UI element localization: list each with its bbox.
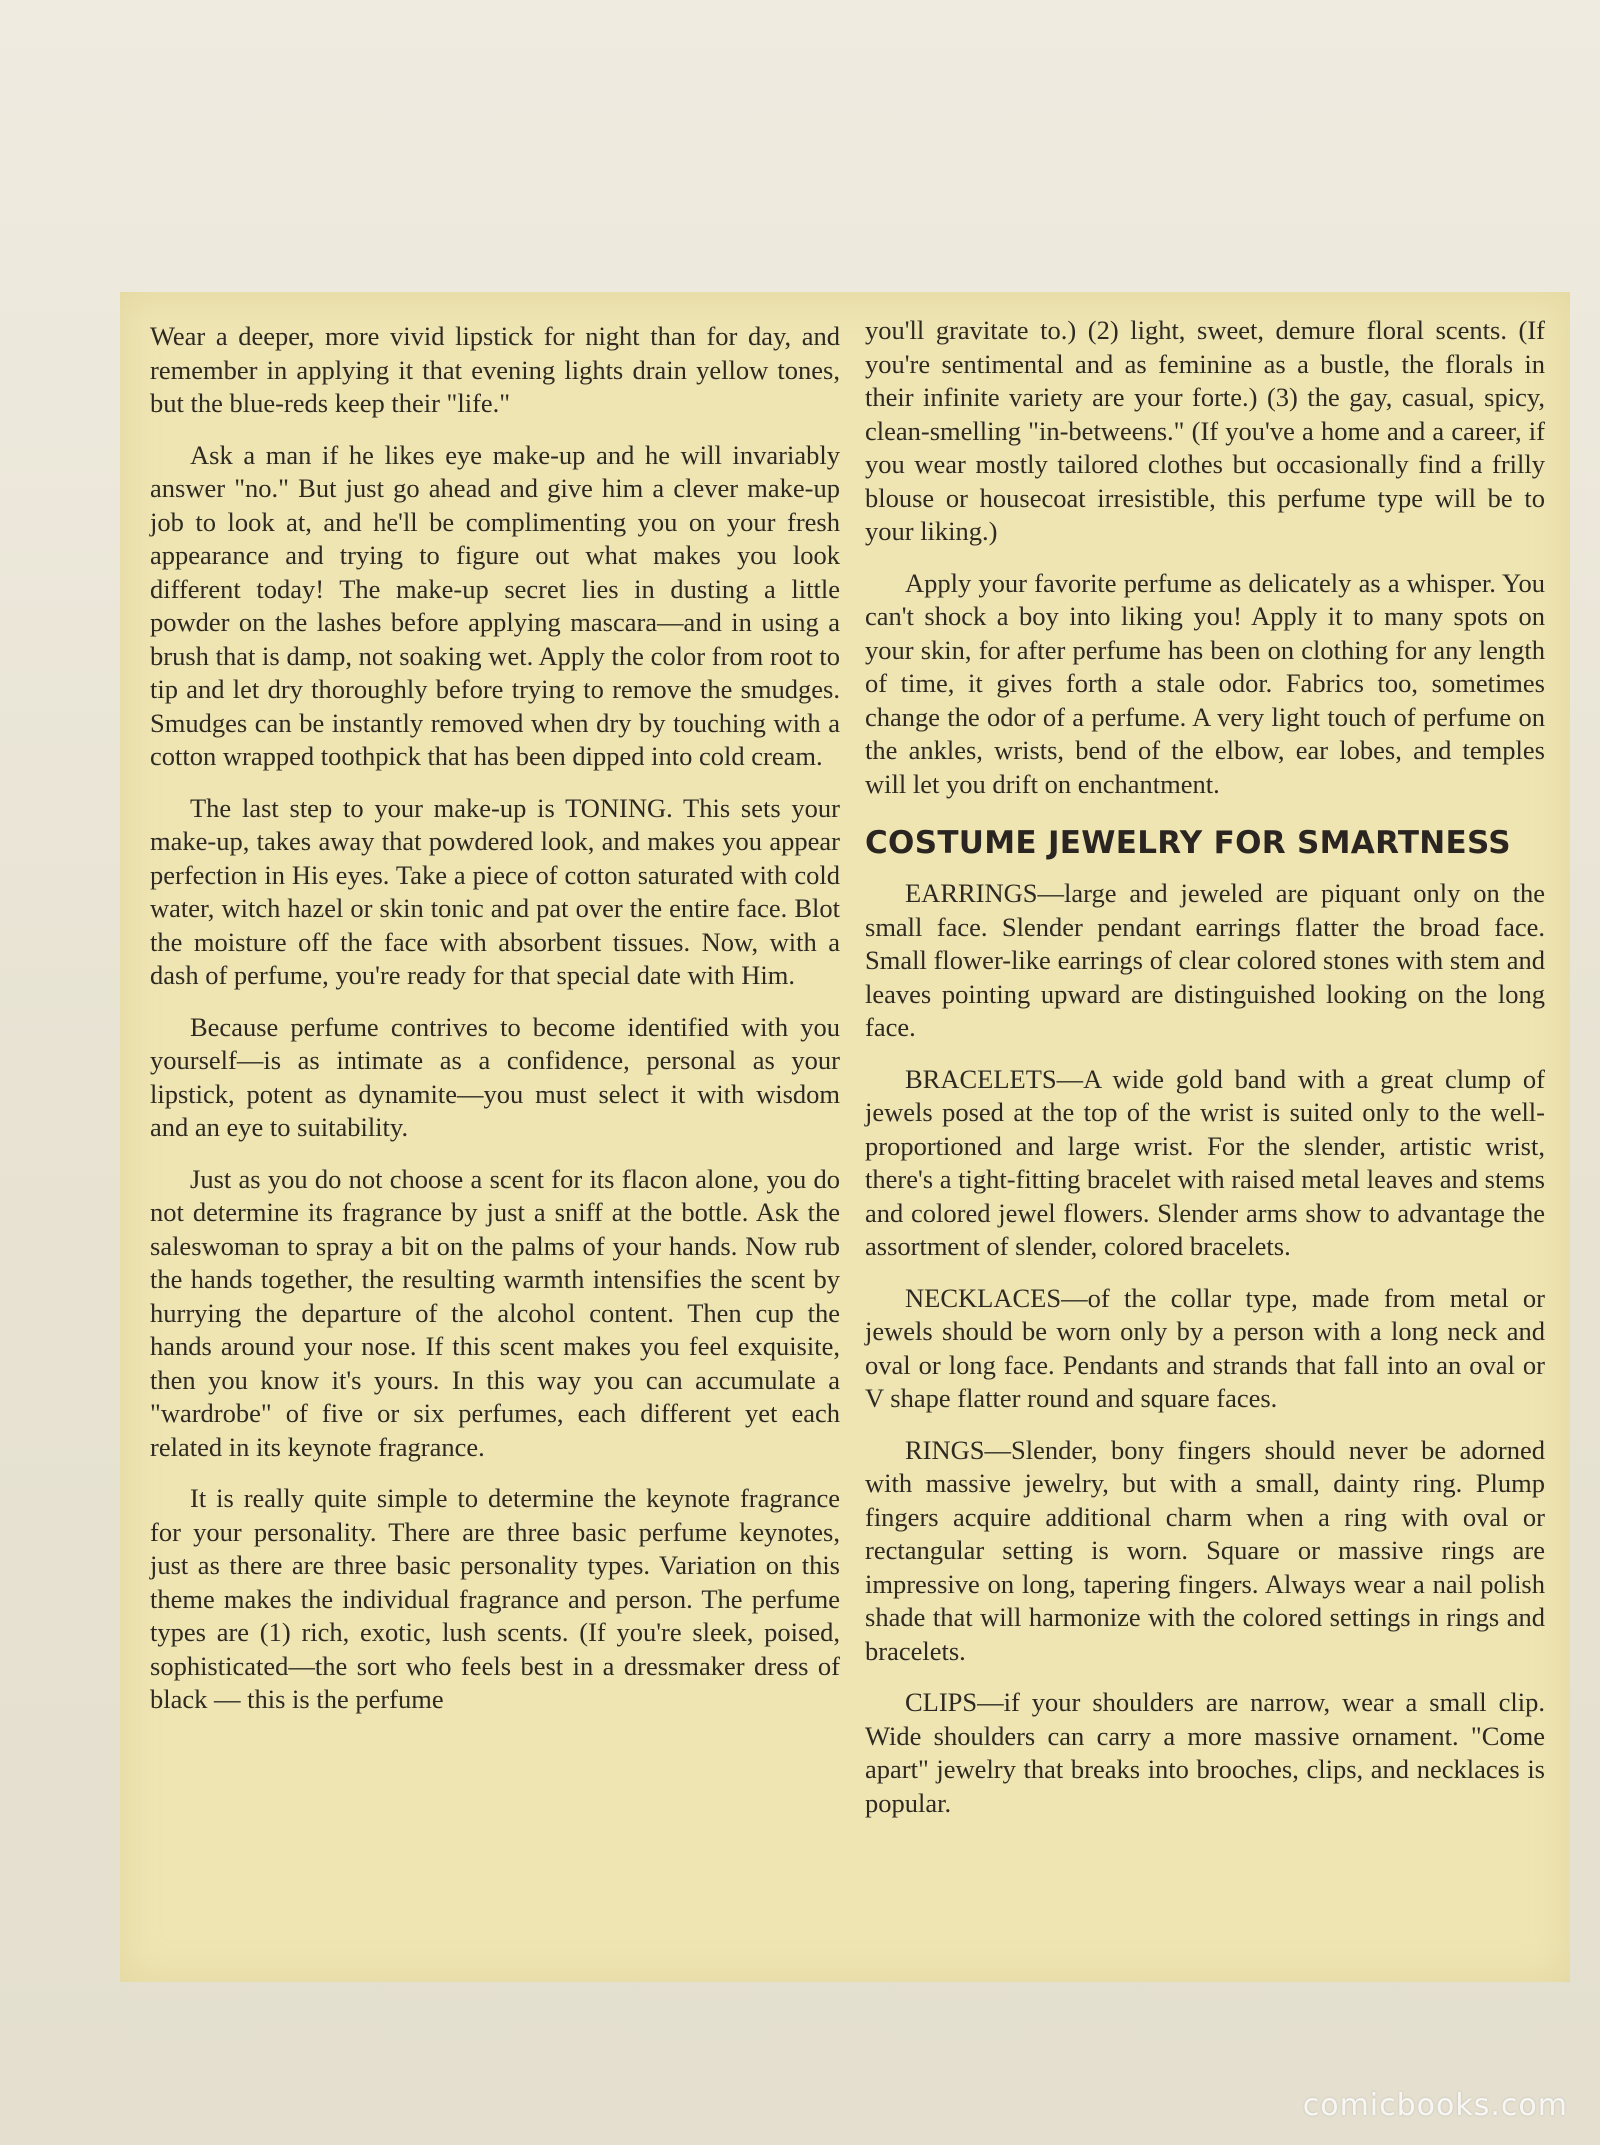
paragraph-apply-perfume: Apply your favorite perfume as delicately as a whisper. You can't shock a boy into liking you! Apply it to many spots on your skin, for after perfume has been on clothing for any length of time, it gives forth a stale odor. Fabrics too, sometimes change the odor of a perfume. A very light touch of perfume on the ankles, wrists, bend of the elbow, ear lobes, and temples will let you drift on enchantment. <box>865 567 1545 799</box>
paragraph-necklaces: NECKLACES—of the collar type, made from metal or jewels should be worn only by a person with a long neck and oval or long face. Pendants and strands that fall into an oval or V shape flatter round and square faces. <box>865 1282 1545 1413</box>
section-heading-costume-jewelry: COSTUME JEWELRY FOR SMARTNESS <box>865 825 1511 861</box>
left-column <box>150 320 840 1735</box>
paragraph-rings: RINGS—Slender, bony fingers should never be adorned with massive jewelry, but with a small, dainty ring. Plump fingers acquire additional charm when a ring with oval or rectangular setting is worn. Square or massive rings are impressive on long, tapering fingers. Always wear a nail polish shade that will harmonize with the colored settings in rings and bracelets. <box>865 1434 1545 1666</box>
faded-show-through <box>760 160 1500 280</box>
paragraph-clips: CLIPS—if your shoulders are narrow, wear a small clip. Wide shoulders can carry a more massive ornament. "Come apart" jewelry that breaks into brooches, clips, and necklaces is popular. <box>865 1687 1545 1818</box>
paragraph-perfume-selection: Just as you do not choose a scent for its flacon alone, you do not determine its fragrance by just a sniff at the bottle. Ask the saleswoman to spray a bit on the palms of your hands. Now rub the hands together, the resulting warmth intensifies the scent by hurrying the departure of the alcohol content. Then cup the hands around your nose. If this scent makes you feel exquisite, then you know it's yours. In this way you can accumulate a "wardrobe" of five or six perfumes, each different yet each related in its keynote fragrance. <box>150 1163 840 1462</box>
paragraph-perfume-identity: Because perfume contrives to become identified with you yourself—is as intimate as a confidence, personal as your lipstick, potent as dynamite—you must select it with wisdom and an eye to suitability. <box>150 1011 840 1142</box>
paragraph-earrings: EARRINGS—large and jeweled are piquant only on the small face. Slender pendant earrings flatter the broad face. Small flower-like earrings of clear colored stones with stem and leaves pointing upward are distinguished looking on the long face. <box>865 878 1545 1042</box>
article-text-block <box>120 292 1570 1982</box>
watermark: comicbooks.com <box>1302 2088 1568 2123</box>
paragraph-keynote-fragrance: It is really quite simple to determine the keynote fragrance for your personality. There are three basic perfume keynotes, just as there are three basic personality types. Variation on this theme makes the individual fragrance and person. The perfume types are (1) rich, exotic, lush scents. (If you're sleek, poised, sophisticated—the sort who feels best in a dressmaker dress of black — this is the perfume <box>150 1483 840 1714</box>
paragraph-perfume-types-continued: you'll gravitate to.) (2) light, sweet, demure floral scents. (If you're sentimental and as feminine as a bustle, the florals in their infinite variety are your forte.) (3) the gay, casual, spicy, clean-smelling "in-betweens." (If you've a home and a career, if you wear mostly tailored clothes but occasionally find a frilly blouse or housecoat irresistible, this perfume type will be to your liking.) <box>865 315 1545 546</box>
paragraph-eye-makeup: Ask a man if he likes eye make-up and he will invariably answer "no." But just go ahead and give him a clever make-up job to look at, and he'll be complimenting you on your fresh appearance and trying to figure out what makes you look different today! The make-up secret lies in dusting a little powder on the lashes before applying mascara—and in using a brush that is damp, not soaking wet. Apply the color from root to tip and let dry thoroughly before trying to remove the smudges. Smudges can be instantly removed when dry by touching with a cotton wrapped toothpick that has been dipped into cold cream. <box>150 439 840 771</box>
paragraph-bracelets: BRACELETS—A wide gold band with a great clump of jewels posed at the top of the wrist is suited only to the well-proportioned and large wrist. For the slender, artistic wrist, there's a tight-fitting bracelet with raised metal leaves and stems and colored jewel flowers. Slender arms show to advantage the assortment of slender, colored bracelets. <box>865 1063 1545 1261</box>
paragraph-toning: The last step to your make-up is TONING. This sets your make-up, takes away that powdered look, and makes you appear perfection in His eyes. Take a piece of cotton saturated with cold water, witch hazel or skin tonic and pat over the entire face. Blot the moisture off the face with absorbent tissues. Now, with a dash of perfume, you're ready for that special date with Him. <box>150 792 840 990</box>
paragraph-lipstick: Wear a deeper, more vivid lipstick for night than for day, and remember in applying it that evening lights drain yellow tones, but the blue-reds keep their "life." <box>150 321 840 418</box>
right-column <box>865 314 1545 1838</box>
